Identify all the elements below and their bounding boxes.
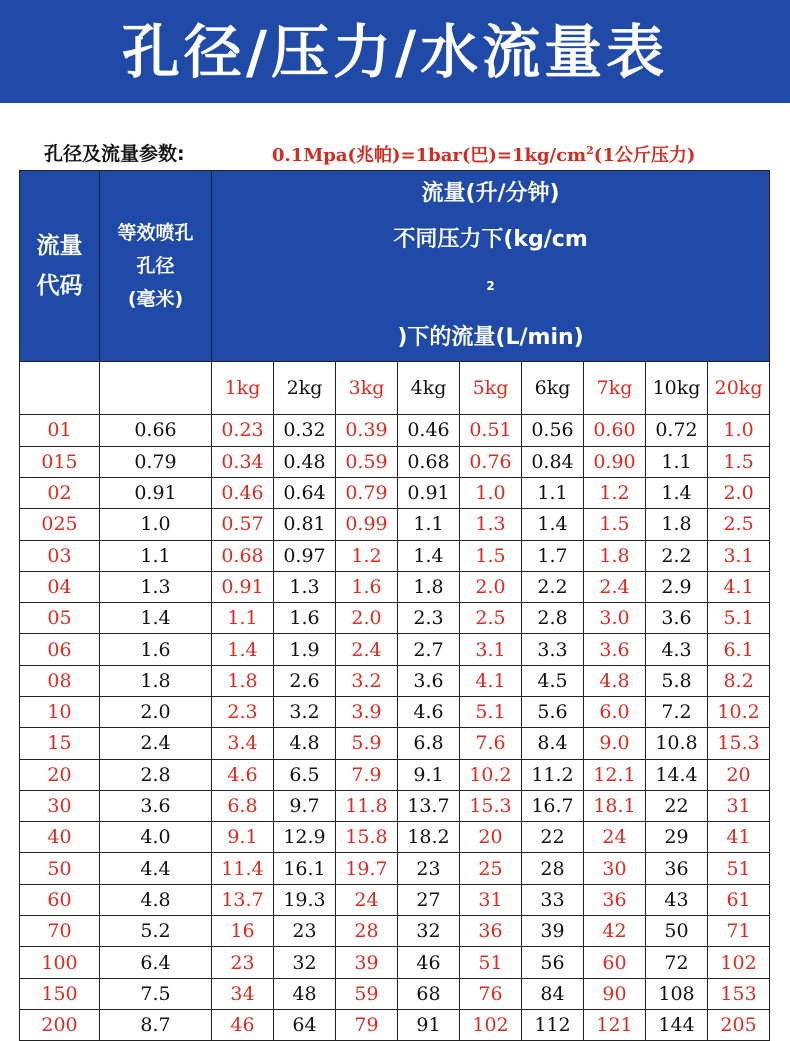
flow-value-cell: 2.5: [708, 509, 770, 540]
flow-value-cell: 205: [708, 1009, 770, 1040]
table-header-row: [20, 171, 770, 362]
flow-value-cell: 23: [212, 947, 274, 978]
orifice-diameter-cell: 3.6: [100, 790, 212, 821]
flow-value-cell: 36: [584, 884, 646, 915]
table-row: [20, 477, 770, 508]
pressure-row-blank-code: [20, 362, 100, 415]
flow-value-cell: 24: [584, 822, 646, 853]
flow-value-cell: 84: [522, 978, 584, 1009]
flow-rate-table: [19, 170, 770, 1041]
flow-value-cell: 71: [708, 916, 770, 947]
flow-value-cell: 6.8: [398, 728, 460, 759]
flow-code-cell: 025: [20, 509, 100, 540]
orifice-diameter-cell: 2.4: [100, 728, 212, 759]
flow-value-cell: 32: [398, 916, 460, 947]
title-banner: [0, 0, 790, 103]
flow-code-cell: 100: [20, 947, 100, 978]
flow-code-cell: 08: [20, 665, 100, 696]
flow-value-cell: 19.3: [274, 884, 336, 915]
flow-value-cell: 1.8: [398, 571, 460, 602]
flow-code-cell: 200: [20, 1009, 100, 1040]
flow-code-cell: 40: [20, 822, 100, 853]
flow-value-cell: 3.6: [398, 665, 460, 696]
orifice-diameter-cell: 1.1: [100, 540, 212, 571]
flow-value-cell: 3.0: [584, 603, 646, 634]
unit-conversion-note: 0.1Mpa(兆帕)=1bar(巴)$=1kg/cm^2(1$公斤压力): [272, 144, 696, 166]
flow-value-cell: 102: [708, 947, 770, 978]
flow-value-cell: 15.3: [460, 790, 522, 821]
flow-value-cell: 60: [584, 947, 646, 978]
flow-rate-header: 流量(升/分钟) 不同压力下(kg/cm $^2$ )下的流量(L/min): [212, 171, 770, 362]
flow-value-cell: 0.46: [212, 477, 274, 508]
flow-value-cell: 0.99: [336, 509, 398, 540]
flow-value-cell: 4.1: [460, 665, 522, 696]
flow-value-cell: 112: [522, 1009, 584, 1040]
orifice-diameter-cell: 0.79: [100, 446, 212, 477]
flow-value-cell: 22: [522, 822, 584, 853]
flow-code-cell: 03: [20, 540, 100, 571]
flow-value-cell: 28: [336, 916, 398, 947]
flow-value-cell: 10.2: [708, 697, 770, 728]
flow-value-cell: 0.68: [398, 446, 460, 477]
orifice-diameter-cell: 1.8: [100, 665, 212, 696]
flow-value-cell: 11.4: [212, 853, 274, 884]
pressure-header-cell: 10kg: [646, 362, 708, 415]
flow-value-cell: 3.6: [646, 603, 708, 634]
table-row: [20, 634, 770, 665]
flow-value-cell: 51: [708, 853, 770, 884]
flow-value-cell: 0.57: [212, 509, 274, 540]
flow-value-cell: 0.79: [336, 477, 398, 508]
flow-value-cell: 39: [522, 916, 584, 947]
flow-value-cell: 29: [646, 822, 708, 853]
flow-value-cell: 11.8: [336, 790, 398, 821]
flow-value-cell: 153: [708, 978, 770, 1009]
flow-value-cell: 1.3: [460, 509, 522, 540]
flow-value-cell: 5.9: [336, 728, 398, 759]
table-row: [20, 665, 770, 696]
flow-value-cell: 25: [460, 853, 522, 884]
orifice-diameter-cell: 0.91: [100, 477, 212, 508]
flow-code-cell: 02: [20, 477, 100, 508]
flow-value-cell: 18.1: [584, 790, 646, 821]
flow-value-cell: 23: [398, 853, 460, 884]
orifice-diameter-cell: 4.0: [100, 822, 212, 853]
flow-value-cell: 0.68: [212, 540, 274, 571]
pressure-header-cell: 3kg: [336, 362, 398, 415]
flow-value-cell: 1.8: [646, 509, 708, 540]
orifice-diameter-cell: 4.4: [100, 853, 212, 884]
flow-value-cell: 7.6: [460, 728, 522, 759]
flow-value-cell: 24: [336, 884, 398, 915]
flow-value-cell: 13.7: [398, 790, 460, 821]
flow-value-cell: 1.6: [274, 603, 336, 634]
flow-value-cell: 0.46: [398, 415, 460, 446]
flow-code-cell: 70: [20, 916, 100, 947]
flow-value-cell: 46: [212, 1009, 274, 1040]
flow-value-cell: 5.6: [522, 697, 584, 728]
flow-value-cell: 108: [646, 978, 708, 1009]
flow-value-cell: 0.97: [274, 540, 336, 571]
table-row: [20, 540, 770, 571]
flow-value-cell: 4.8: [584, 665, 646, 696]
flow-value-cell: 2.0: [336, 603, 398, 634]
flow-value-cell: 91: [398, 1009, 460, 1040]
flow-value-cell: 2.0: [460, 571, 522, 602]
flow-value-cell: 0.84: [522, 446, 584, 477]
flow-value-cell: 1.4: [398, 540, 460, 571]
flow-value-cell: 3.2: [274, 697, 336, 728]
table-row: [20, 790, 770, 821]
flow-value-cell: 0.39: [336, 415, 398, 446]
flow-value-cell: 50: [646, 916, 708, 947]
flow-value-cell: 23: [274, 916, 336, 947]
flow-value-cell: 43: [646, 884, 708, 915]
orifice-diameter-cell: 1.6: [100, 634, 212, 665]
flow-value-cell: 2.6: [274, 665, 336, 696]
flow-value-cell: 36: [646, 853, 708, 884]
flow-value-cell: 1.1: [522, 477, 584, 508]
flow-value-cell: 12.1: [584, 759, 646, 790]
flow-value-cell: 1.0: [708, 415, 770, 446]
flow-value-cell: 36: [460, 916, 522, 947]
flow-value-cell: 46: [398, 947, 460, 978]
flow-value-cell: 34: [212, 978, 274, 1009]
flow-value-cell: 1.1: [398, 509, 460, 540]
pressure-header-cell: 1kg: [212, 362, 274, 415]
flow-value-cell: 31: [708, 790, 770, 821]
flow-value-cell: 0.76: [460, 446, 522, 477]
flow-value-cell: 4.8: [274, 728, 336, 759]
table-row: [20, 759, 770, 790]
flow-value-cell: 5.1: [708, 603, 770, 634]
page-title: 孔径/压力/水流量表: [121, 17, 669, 86]
flow-code-cell: 150: [20, 978, 100, 1009]
flow-value-cell: 30: [584, 853, 646, 884]
flow-value-cell: 1.1: [646, 446, 708, 477]
pressure-header-cell: 7kg: [584, 362, 646, 415]
flow-value-cell: 1.2: [336, 540, 398, 571]
table-row: [20, 916, 770, 947]
flow-value-cell: 4.1: [708, 571, 770, 602]
flow-value-cell: 4.3: [646, 634, 708, 665]
flow-value-cell: 1.3: [274, 571, 336, 602]
flow-value-cell: 5.1: [460, 697, 522, 728]
flow-value-cell: 16: [212, 916, 274, 947]
flow-value-cell: 6.0: [584, 697, 646, 728]
table-row: [20, 509, 770, 540]
orifice-diameter-cell: 1.0: [100, 509, 212, 540]
flow-value-cell: 42: [584, 916, 646, 947]
flow-value-cell: 0.48: [274, 446, 336, 477]
flow-value-cell: 13.7: [212, 884, 274, 915]
flow-value-cell: 12.9: [274, 822, 336, 853]
flow-code-cell: 015: [20, 446, 100, 477]
flow-value-cell: 7.2: [646, 697, 708, 728]
flow-value-cell: 27: [398, 884, 460, 915]
flow-value-cell: 2.0: [708, 477, 770, 508]
flow-value-cell: 16.7: [522, 790, 584, 821]
orifice-diameter-cell: 8.7: [100, 1009, 212, 1040]
flow-value-cell: 1.8: [584, 540, 646, 571]
flow-value-cell: 64: [274, 1009, 336, 1040]
pressure-header-cell: 5kg: [460, 362, 522, 415]
flow-value-cell: 32: [274, 947, 336, 978]
flow-value-cell: 2.3: [398, 603, 460, 634]
table-row: [20, 603, 770, 634]
orifice-diameter-cell: 0.66: [100, 415, 212, 446]
flow-value-cell: 1.4: [522, 509, 584, 540]
table-row: [20, 697, 770, 728]
flow-value-cell: 0.32: [274, 415, 336, 446]
flow-value-cell: 6.1: [708, 634, 770, 665]
flow-value-cell: 0.90: [584, 446, 646, 477]
orifice-diameter-cell: 5.2: [100, 916, 212, 947]
flow-value-cell: 2.8: [522, 603, 584, 634]
table-row: [20, 1009, 770, 1040]
pressure-row: [20, 362, 770, 415]
flow-value-cell: 20: [460, 822, 522, 853]
flow-value-cell: 8.2: [708, 665, 770, 696]
flow-value-cell: 3.6: [584, 634, 646, 665]
flow-value-cell: 3.2: [336, 665, 398, 696]
flow-value-cell: 11.2: [522, 759, 584, 790]
flow-code-cell: 05: [20, 603, 100, 634]
pressure-row-blank-diameter: [100, 362, 212, 415]
flow-value-cell: 90: [584, 978, 646, 1009]
flow-value-cell: 7.9: [336, 759, 398, 790]
flow-value-cell: 3.3: [522, 634, 584, 665]
flow-value-cell: 72: [646, 947, 708, 978]
flow-value-cell: 1.2: [584, 477, 646, 508]
flow-value-cell: 1.5: [460, 540, 522, 571]
flow-value-cell: 6.5: [274, 759, 336, 790]
flow-value-cell: 2.7: [398, 634, 460, 665]
orifice-diameter-cell: 2.8: [100, 759, 212, 790]
pressure-header-cell: 6kg: [522, 362, 584, 415]
flow-value-cell: 0.56: [522, 415, 584, 446]
table-row: [20, 415, 770, 446]
flow-value-cell: 2.9: [646, 571, 708, 602]
flow-code-cell: 04: [20, 571, 100, 602]
flow-value-cell: 9.7: [274, 790, 336, 821]
flow-value-cell: 56: [522, 947, 584, 978]
flow-value-cell: 121: [584, 1009, 646, 1040]
orifice-diameter-cell: 7.5: [100, 978, 212, 1009]
orifice-diameter-cell: 4.8: [100, 884, 212, 915]
flow-value-cell: 9.1: [398, 759, 460, 790]
flow-value-cell: 4.6: [212, 759, 274, 790]
flow-value-cell: 0.60: [584, 415, 646, 446]
flow-value-cell: 9.0: [584, 728, 646, 759]
flow-value-cell: 8.4: [522, 728, 584, 759]
orifice-diameter-cell: 6.4: [100, 947, 212, 978]
flow-code-cell: 15: [20, 728, 100, 759]
flow-value-cell: 2.4: [336, 634, 398, 665]
flow-value-cell: 1.4: [646, 477, 708, 508]
orifice-diameter-cell: 2.0: [100, 697, 212, 728]
flow-value-cell: 20: [708, 759, 770, 790]
orifice-diameter-cell: 1.4: [100, 603, 212, 634]
flow-value-cell: 33: [522, 884, 584, 915]
flow-value-cell: 1.8: [212, 665, 274, 696]
flow-value-cell: 0.81: [274, 509, 336, 540]
flow-value-cell: 10.8: [646, 728, 708, 759]
table-row: [20, 884, 770, 915]
flow-value-cell: 0.51: [460, 415, 522, 446]
flow-value-cell: 2.5: [460, 603, 522, 634]
flow-value-cell: 19.7: [336, 853, 398, 884]
table-row: [20, 728, 770, 759]
pressure-header-cell: 20kg: [708, 362, 770, 415]
flow-value-cell: 6.8: [212, 790, 274, 821]
flow-value-cell: 2.2: [522, 571, 584, 602]
pressure-header-cell: 2kg: [274, 362, 336, 415]
flow-value-cell: 0.34: [212, 446, 274, 477]
table-row: [20, 853, 770, 884]
pressure-header-cell: 4kg: [398, 362, 460, 415]
table-row: [20, 947, 770, 978]
flow-value-cell: 1.1: [212, 603, 274, 634]
flow-value-cell: 0.72: [646, 415, 708, 446]
flow-code-cell: 60: [20, 884, 100, 915]
flow-code-cell: 06: [20, 634, 100, 665]
flow-value-cell: 1.6: [336, 571, 398, 602]
flow-value-cell: 9.1: [212, 822, 274, 853]
flow-value-cell: 5.8: [646, 665, 708, 696]
flow-value-cell: 22: [646, 790, 708, 821]
flow-value-cell: 0.23: [212, 415, 274, 446]
flow-value-cell: 48: [274, 978, 336, 1009]
flow-value-cell: 1.5: [584, 509, 646, 540]
flow-value-cell: 15.3: [708, 728, 770, 759]
flow-code-cell: 10: [20, 697, 100, 728]
flow-value-cell: 51: [460, 947, 522, 978]
flow-code-cell: 30: [20, 790, 100, 821]
flow-value-cell: 61: [708, 884, 770, 915]
table-row: [20, 571, 770, 602]
orifice-diameter-header: 等效喷孔 孔径 (毫米): [100, 171, 212, 362]
flow-value-cell: 1.5: [708, 446, 770, 477]
flow-value-cell: 10.2: [460, 759, 522, 790]
flow-value-cell: 68: [398, 978, 460, 1009]
flow-value-cell: 4.6: [398, 697, 460, 728]
flow-value-cell: 79: [336, 1009, 398, 1040]
table-row: [20, 978, 770, 1009]
flow-value-cell: 3.4: [212, 728, 274, 759]
flow-value-cell: 28: [522, 853, 584, 884]
flow-value-cell: 59: [336, 978, 398, 1009]
flow-value-cell: 0.64: [274, 477, 336, 508]
flow-value-cell: 41: [708, 822, 770, 853]
flow-value-cell: 102: [460, 1009, 522, 1040]
flow-value-cell: 18.2: [398, 822, 460, 853]
flow-value-cell: 76: [460, 978, 522, 1009]
flow-value-cell: 1.9: [274, 634, 336, 665]
parameter-header: [0, 133, 790, 169]
flow-value-cell: 3.9: [336, 697, 398, 728]
flow-value-cell: 0.91: [398, 477, 460, 508]
flow-code-cell: 01: [20, 415, 100, 446]
flow-value-cell: 15.8: [336, 822, 398, 853]
flow-value-cell: 14.4: [646, 759, 708, 790]
flow-value-cell: 39: [336, 947, 398, 978]
flow-value-cell: 2.2: [646, 540, 708, 571]
flow-value-cell: 0.59: [336, 446, 398, 477]
flow-value-cell: 3.1: [460, 634, 522, 665]
flow-value-cell: 16.1: [274, 853, 336, 884]
flow-code-header: 流量 代码: [20, 171, 100, 362]
flow-value-cell: 2.4: [584, 571, 646, 602]
flow-value-cell: 0.91: [212, 571, 274, 602]
orifice-diameter-cell: 1.3: [100, 571, 212, 602]
flow-value-cell: 2.3: [212, 697, 274, 728]
flow-value-cell: 4.5: [522, 665, 584, 696]
flow-value-cell: 31: [460, 884, 522, 915]
table-row: [20, 446, 770, 477]
flow-value-cell: 3.1: [708, 540, 770, 571]
flow-value-cell: 1.7: [522, 540, 584, 571]
flow-code-cell: 50: [20, 853, 100, 884]
flow-code-cell: 20: [20, 759, 100, 790]
flow-value-cell: 1.0: [460, 477, 522, 508]
flow-value-cell: 144: [646, 1009, 708, 1040]
table-row: [20, 822, 770, 853]
flow-value-cell: 1.4: [212, 634, 274, 665]
parameter-label: 孔径及流量参数:: [44, 143, 185, 165]
